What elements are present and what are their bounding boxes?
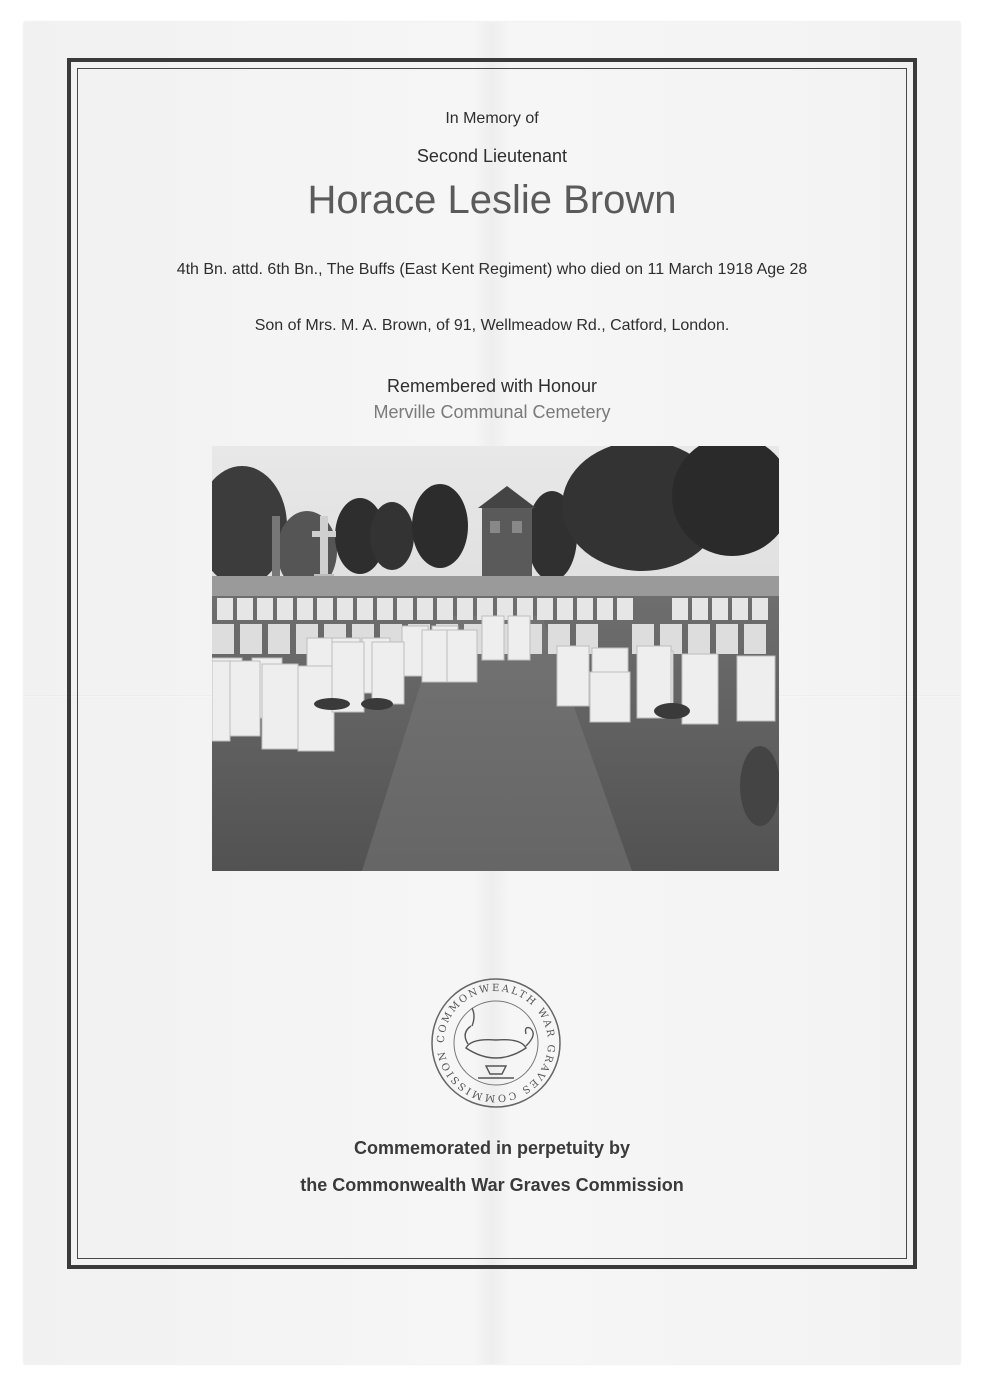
cemetery-name: Merville Communal Cemetery (373, 402, 611, 422)
commemoration-line-1: Commemorated in perpetuity by (353, 1138, 631, 1158)
in-memory-heading: In Memory of (445, 110, 539, 127)
unit-details: 4th Bn. attd. 6th Bn., The Buffs (East Kent Regiment) who died on 11 March 1918 Age 28 (176, 261, 808, 278)
oil-lamp-icon (465, 1008, 533, 1078)
rank-text: Second Lieutenant (416, 146, 568, 166)
remembered-heading: Remembered with Honour (386, 376, 598, 396)
family-details: Son of Mrs. M. A. Brown, of 91, Wellmeadow Rd., Catford, London. (254, 317, 730, 334)
cemetery-photo (212, 446, 779, 871)
cwgc-emblem (426, 978, 566, 1108)
svg-text:COMMONWEALTH WAR GRAVES COMMIS: COMMONWEALTH WAR GRAVES COMMISSION (435, 982, 557, 1104)
soldier-name: Horace Leslie Brown (307, 178, 677, 222)
commemoration-line-2: the Commonwealth War Graves Commission (300, 1175, 684, 1195)
